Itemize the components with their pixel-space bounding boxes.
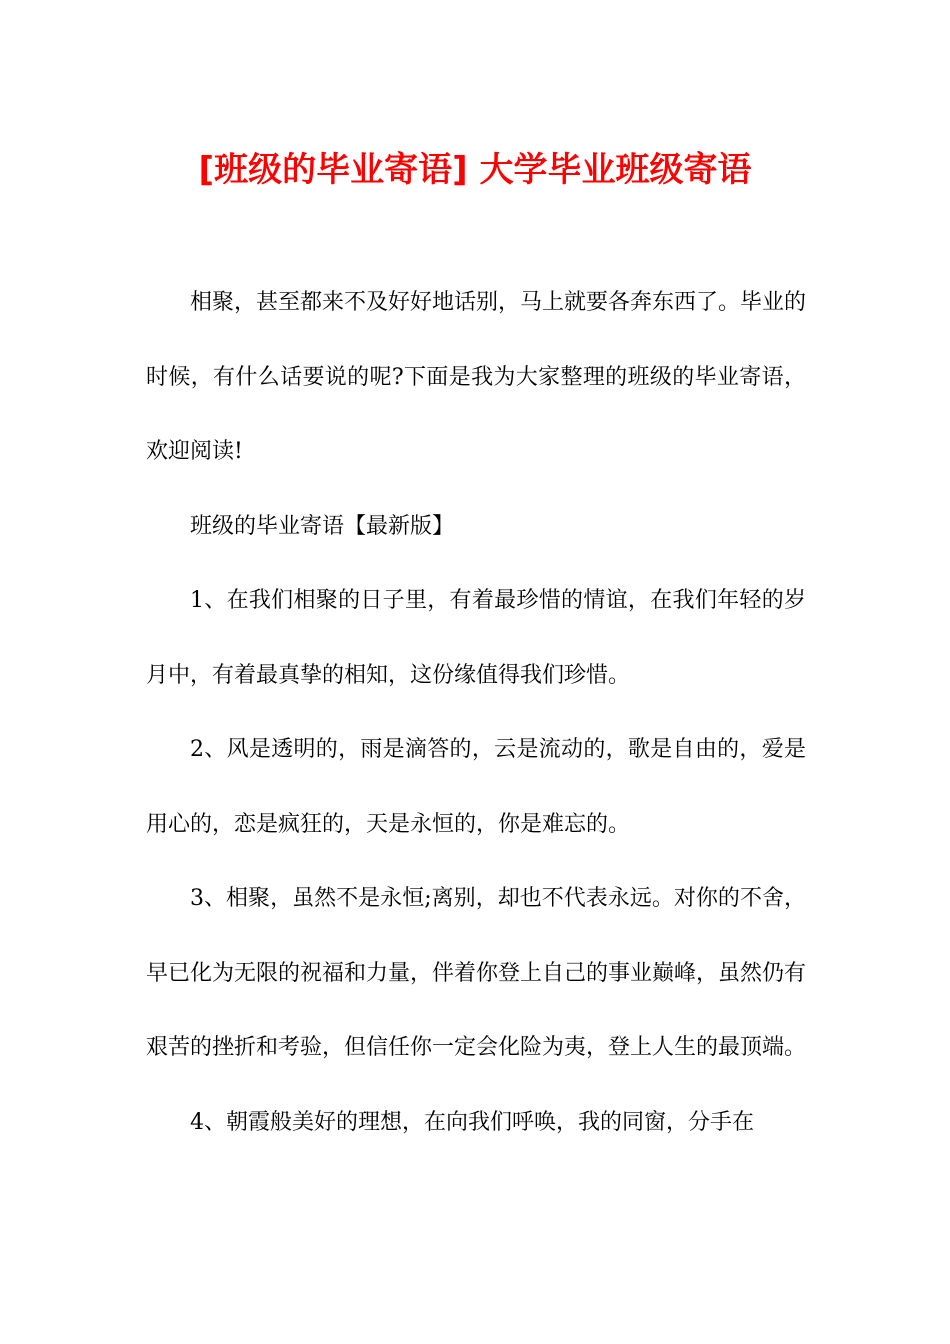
document-body <box>146 266 806 1160</box>
paragraph-item-2: 2、风是透明的，雨是滴答的，云是流动的，歌是自由的，爱是用心的，恋是疯狂的，天是永恒的，你是难忘的。 <box>146 737 806 837</box>
paragraph-item-3: 3、相聚，虽然不是永恒;离别，却也不代表永远。对你的不舍，早已化为无限的祝福和力量，伴着你登上自己的事业巅峰，虽然仍有艰苦的挫折和考验，但信任你一定会化险为夷，登上人生的最顶端。 <box>146 886 807 1060</box>
paragraph-intro: 相聚，甚至都来不及好好地话别，马上就要各奔东西了。毕业的时候，有什么话要说的呢?下面是我为大家整理的班级的毕业寄语，欢迎阅读! <box>146 290 807 464</box>
document-title: [班级的毕业寄语] 大学毕业班级寄语 <box>198 150 752 190</box>
paragraph-section-heading: 班级的毕业寄语【最新版】 <box>190 513 455 539</box>
paragraph-item-4: 4、朝霞般美好的理想，在向我们呼唤，我的同窗，分手在 <box>190 1109 754 1135</box>
paragraph-item-1: 1、在我们相聚的日子里，有着最珍惜的情谊，在我们年轻的岁月中，有着最真挚的相知，这份缘值得我们珍惜。 <box>146 588 806 688</box>
